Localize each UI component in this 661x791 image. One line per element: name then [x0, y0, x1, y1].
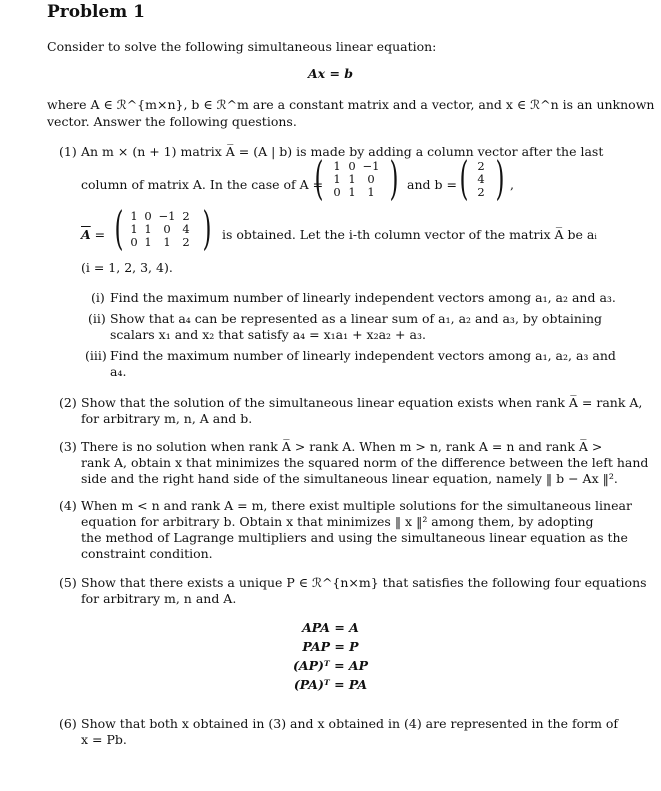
q1-and-b: and b = — [407, 177, 457, 192]
abar-cell: 0 — [163, 222, 171, 236]
matrix-a-right-paren: ) — [389, 151, 399, 205]
sub-ii-number: (ii) — [88, 311, 106, 326]
abar-left-paren: ( — [114, 201, 124, 255]
q2-line-2: for arbitrary m, n, A and b. — [81, 411, 253, 426]
q5-equation-2: PAP = P — [302, 639, 359, 654]
sub-i-number: (i) — [91, 290, 105, 305]
abar-cell: 1 — [144, 222, 152, 236]
matrix-a-cell: 1 — [367, 185, 375, 199]
where-line-2: vector. Answer the following questions. — [47, 114, 297, 129]
main-equation: Ax = b — [307, 66, 354, 81]
q5-equation-3: (AP)ᵀ = AP — [292, 658, 369, 673]
sub-i-text: Find the maximum number of linearly independent vectors among a₁, a₂ and a₃. — [110, 290, 616, 305]
where-line-1: where A ∈ ℛ^{m×n}, b ∈ ℛ^m are a constant matrix and a vector, and x ∈ ℛ^n is an unknown — [47, 97, 655, 112]
q3-line-3: side and the right hand side of the simultaneous linear equation, namely ‖ b − Ax ‖². — [81, 471, 618, 486]
sub-iii-text-2: a₄. — [110, 364, 127, 379]
vector-b-left-paren: ( — [459, 151, 469, 205]
vector-b-cell: 2 — [477, 185, 485, 199]
matrix-abar — [128, 210, 194, 249]
vector-b — [474, 160, 488, 199]
abar-cell: 1 — [144, 235, 152, 249]
q5-line-1: Show that there exists a unique P ∈ ℛ^{n×m} that satisfies the following four equations — [81, 575, 647, 590]
comma: , — [510, 177, 514, 192]
q5-number: (5) — [59, 575, 77, 590]
abar-right-paren: ) — [202, 201, 212, 255]
sub-iii-number: (iii) — [85, 348, 107, 363]
q1-after-abar: is obtained. Let the i-th column vector of the matrix A̅ be aᵢ — [222, 227, 597, 242]
vector-b-cell: 4 — [477, 172, 485, 186]
abar-label: $\overline{A}$ = — [81, 227, 106, 242]
matrix-a-cell: 0 — [367, 172, 375, 186]
q1-number: (1) — [59, 144, 77, 159]
sub-iii-text: Find the maximum number of linearly independent vectors among a₁, a₂, a₃ and — [110, 348, 616, 363]
matrix-a-cell: 0 — [333, 185, 341, 199]
q4-line-1: When m < n and rank A = m, there exist multiple solutions for the simultaneous linear — [81, 498, 632, 513]
matrix-a-cell: 1 — [348, 172, 356, 186]
vector-b-cell: 2 — [477, 159, 485, 173]
q6-line-2: x = Pb. — [81, 732, 127, 747]
matrix-a-cell: −1 — [362, 159, 380, 173]
sub-ii-text-2: scalars x₁ and x₂ that satisfy a₄ = x₁a₁ + x₂a₂ + a₃. — [110, 327, 426, 342]
q4-line-2: equation for arbitrary b. Obtain x that minimizes ‖ x ‖² among them, by adopting — [81, 514, 594, 529]
matrix-a-cell: 1 — [333, 159, 341, 173]
q5-equation-1: APA = A — [302, 620, 359, 635]
q3-line-1: There is no solution when rank A̅ > rank A. When m > n, rank A = n and rank A̅ > — [81, 439, 603, 454]
q3-number: (3) — [59, 439, 77, 454]
q3-line-2: rank A, obtain x that minimizes the squared norm of the difference between the left hand — [81, 455, 649, 470]
abar-cell: 1 — [130, 209, 138, 223]
matrix-a — [330, 160, 382, 199]
abar-cell: 0 — [144, 209, 152, 223]
q4-line-3: the method of Lagrange multipliers and using the simultaneous linear equation as the — [81, 530, 628, 545]
matrix-a-left-paren: ( — [314, 151, 324, 205]
q5-equation-4: (PA)ᵀ = PA — [293, 677, 368, 692]
abar-cell: 4 — [182, 222, 190, 236]
q1-line-2-prefix: column of matrix A. In the case of A = — [81, 177, 324, 192]
intro-text: Consider to solve the following simultaneous linear equation: — [47, 39, 437, 54]
matrix-a-cell: 0 — [348, 159, 356, 173]
abar-cell: −1 — [158, 209, 176, 223]
problem-title: Problem 1 — [47, 2, 145, 22]
q6-number: (6) — [59, 716, 77, 731]
abar-cell: 2 — [182, 235, 190, 249]
q1-index-line: (i = 1, 2, 3, 4). — [81, 260, 173, 275]
abar-cell: 1 — [130, 222, 138, 236]
q6-line-1: Show that both x obtained in (3) and x obtained in (4) are represented in the form of — [81, 716, 619, 731]
q4-number: (4) — [59, 498, 77, 513]
q2-line-1: Show that the solution of the simultaneous linear equation exists when rank A̅ = rank A, — [81, 395, 643, 410]
q1-line-1: An m × (n + 1) matrix A̅ = (A | b) is made by adding a column vector after the last — [81, 144, 604, 159]
q2-number: (2) — [59, 395, 77, 410]
abar-cell: 2 — [182, 209, 190, 223]
abar-cell: 1 — [163, 235, 171, 249]
matrix-a-cell: 1 — [333, 172, 341, 186]
q4-line-4: constraint condition. — [81, 546, 213, 561]
sub-ii-text: Show that a₄ can be represented as a linear sum of a₁, a₂ and a₃, by obtaining — [110, 311, 603, 326]
abar-cell: 0 — [130, 235, 138, 249]
q5-line-2: for arbitrary m, n and A. — [81, 591, 237, 606]
matrix-a-cell: 1 — [348, 185, 356, 199]
vector-b-right-paren: ) — [495, 151, 505, 205]
